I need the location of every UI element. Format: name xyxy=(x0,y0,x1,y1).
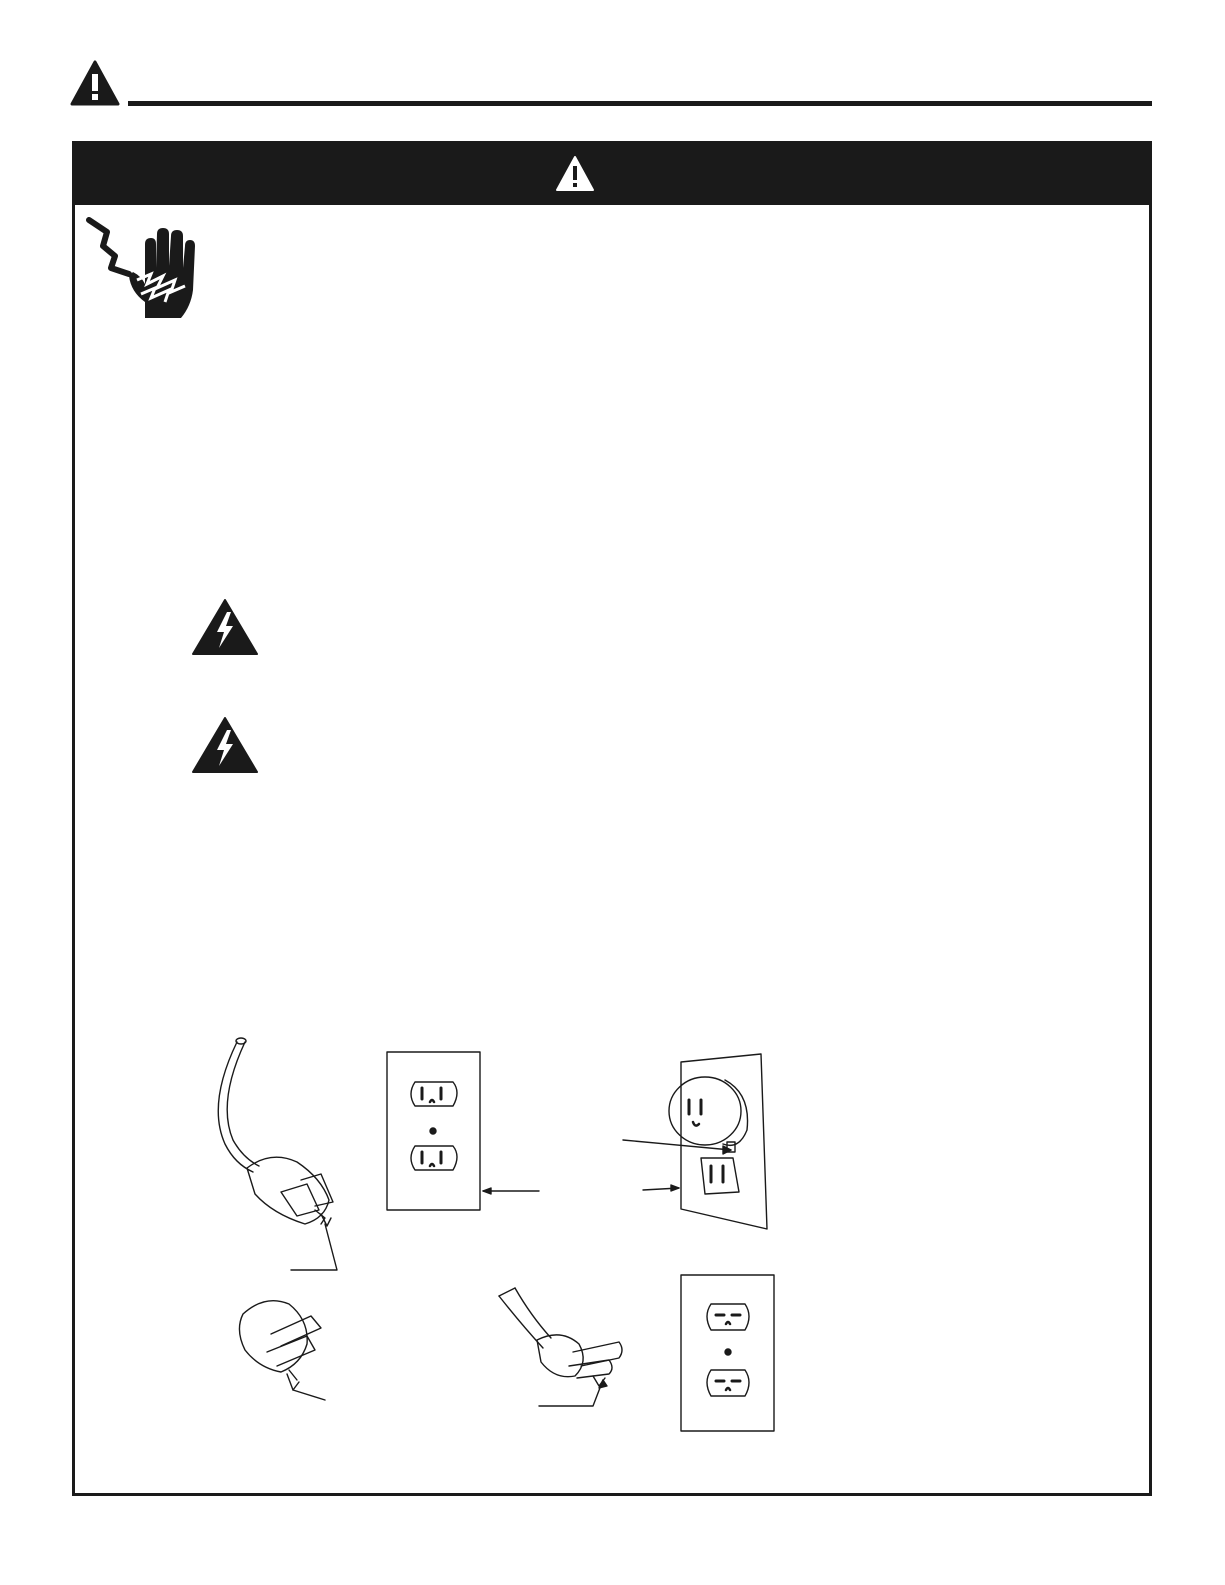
plug-and-outlet-figures xyxy=(75,144,1155,1499)
t-slot-receptacle-icon xyxy=(681,1275,774,1431)
warning-triangle-icon xyxy=(70,60,120,106)
warning-panel xyxy=(72,141,1152,1496)
three-prong-plug-icon xyxy=(218,1038,337,1270)
round-adapter-icon xyxy=(239,1301,325,1400)
grounding-adapter-icon xyxy=(623,1054,767,1229)
header-rule xyxy=(128,101,1152,106)
duplex-receptacle-icon xyxy=(387,1052,539,1210)
flat-prong-plug-icon xyxy=(499,1288,622,1406)
